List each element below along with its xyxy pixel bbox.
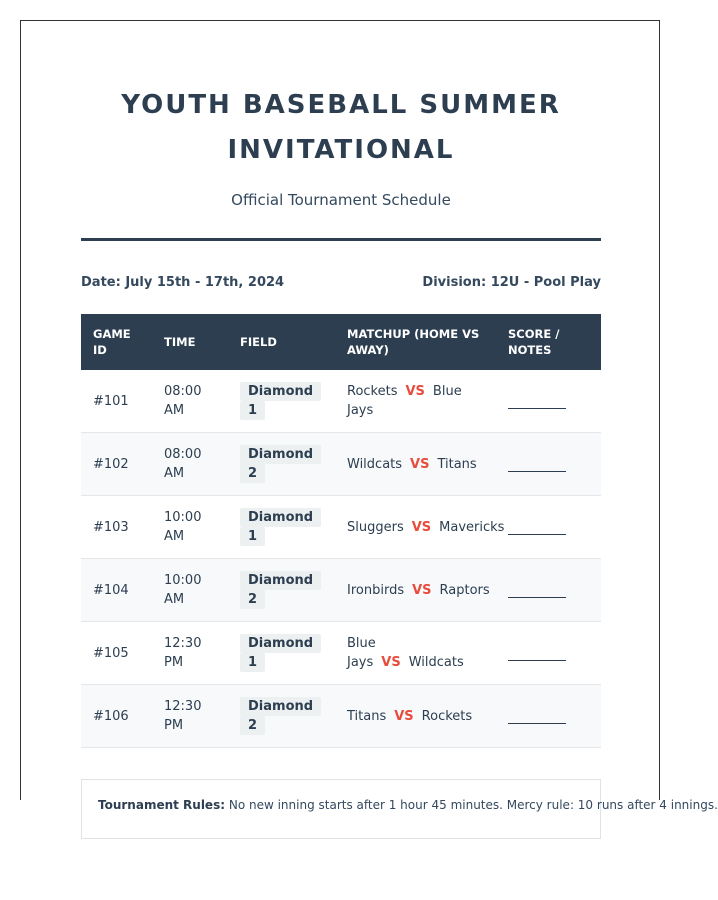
rules-text: No new inning starts after 1 hour 45 minutes. Mercy rule: 10 runs after 4 innings.	[228, 798, 718, 812]
game-id-cell: #101	[81, 370, 152, 433]
home-team: Rockets	[347, 384, 398, 399]
field-cell	[228, 685, 335, 748]
home-team: Titans	[347, 708, 387, 724]
vs-label: VS	[411, 519, 432, 535]
score-cell	[496, 370, 601, 433]
table-row	[81, 622, 601, 685]
vs-label: VS	[405, 384, 425, 399]
column-header-game-id: GAME ID	[81, 314, 152, 370]
field-badge: Diamond 2	[240, 445, 321, 483]
score-cell	[496, 433, 601, 496]
field-cell	[228, 496, 335, 559]
tournament-rules-box	[81, 779, 718, 839]
score-entry-line[interactable]	[508, 709, 566, 724]
game-id-cell: #106	[81, 685, 152, 748]
score-entry-line[interactable]	[508, 646, 566, 661]
page-subtitle: Official Tournament Schedule	[231, 191, 451, 209]
table-row	[81, 685, 601, 748]
home-team: Ironbirds	[347, 582, 405, 598]
table-row	[81, 433, 601, 496]
home-team: Blue Jays	[347, 636, 376, 670]
page-title	[81, 83, 601, 173]
tournament-date: Date: July 15th - 17th, 2024	[81, 275, 285, 290]
matchup-cell	[335, 370, 496, 433]
vs-label: VS	[410, 456, 430, 472]
column-header-time: TIME	[152, 314, 228, 370]
field-badge: Diamond 1	[240, 508, 321, 546]
game-id-cell: #102	[81, 433, 152, 496]
field-cell	[228, 559, 335, 622]
table-body	[81, 370, 601, 748]
field-cell	[228, 622, 335, 685]
matchup-cell	[335, 496, 505, 559]
away-team: Titans	[437, 456, 477, 472]
vs-label: VS	[412, 582, 432, 598]
header-divider	[81, 238, 601, 241]
matchup-cell	[335, 622, 496, 685]
score-cell	[496, 685, 601, 748]
game-id-cell: #105	[81, 622, 152, 685]
away-team: Mavericks	[439, 519, 505, 535]
schedule-page	[20, 20, 718, 812]
field-badge: Diamond 1	[240, 634, 321, 672]
matchup-cell	[335, 559, 496, 622]
title-line-1: YOUTH BASEBALL SUMMER	[121, 90, 561, 120]
away-team: Wildcats	[408, 655, 464, 670]
away-team: Rockets	[421, 708, 473, 724]
table-row	[81, 496, 601, 559]
game-id-cell: #103	[81, 496, 152, 559]
time-cell: 08:00 AM	[152, 433, 228, 496]
score-cell	[496, 559, 601, 622]
score-entry-line[interactable]	[508, 583, 566, 598]
home-team: Wildcats	[347, 456, 403, 472]
field-badge: Diamond 1	[240, 382, 321, 420]
rules-label: Tournament Rules:	[98, 798, 226, 812]
table-row	[81, 370, 601, 433]
vs-label: VS	[394, 708, 414, 724]
score-entry-line[interactable]	[508, 457, 566, 472]
title-line-2: INVITATIONAL	[227, 135, 455, 165]
time-cell: 08:00 AM	[152, 370, 228, 433]
field-cell	[228, 370, 335, 433]
column-header-score: SCORE / NOTES	[496, 314, 601, 370]
matchup-cell	[335, 685, 496, 748]
vs-label: VS	[381, 655, 401, 670]
tournament-division: Division: 12U - Pool Play	[422, 275, 601, 290]
game-id-cell: #104	[81, 559, 152, 622]
score-cell	[496, 496, 601, 559]
time-cell: 12:30 PM	[152, 622, 228, 685]
schedule-table	[81, 314, 601, 748]
away-team: Raptors	[439, 582, 490, 598]
field-badge: Diamond 2	[240, 571, 321, 609]
field-cell	[228, 433, 335, 496]
field-badge: Diamond 2	[240, 697, 321, 735]
column-header-matchup: MATCHUP (HOME VS AWAY)	[335, 314, 496, 370]
matchup-cell	[335, 433, 496, 496]
away-team: Blue Jays	[347, 384, 462, 418]
header-row	[81, 314, 601, 370]
column-header-field: FIELD	[228, 314, 335, 370]
time-cell: 10:00 AM	[152, 559, 228, 622]
time-cell: 12:30 PM	[152, 685, 228, 748]
table-row	[81, 559, 601, 622]
score-entry-line[interactable]	[508, 520, 566, 535]
home-team: Sluggers	[347, 519, 404, 535]
score-entry-line[interactable]	[508, 394, 566, 409]
score-cell	[496, 622, 601, 685]
table-header	[81, 314, 601, 370]
time-cell: 10:00 AM	[152, 496, 228, 559]
